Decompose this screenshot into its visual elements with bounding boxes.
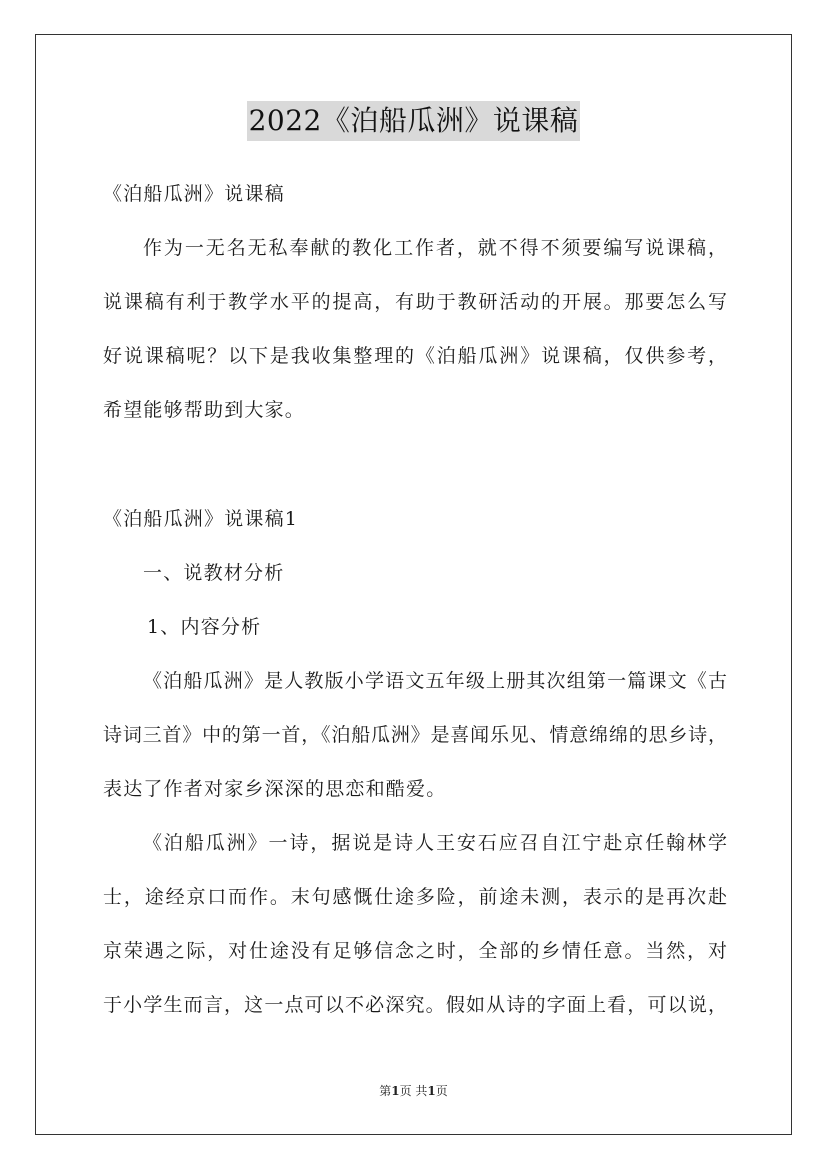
section-heading: 《泊船瓜洲》说课稿 xyxy=(103,183,285,205)
paragraph-line: 士，途经京口而作。末句感慨仕途多险，前途未测，表示的是再次赴 xyxy=(103,886,727,908)
paragraph-line: 表达了作者对家乡深深的思恋和酷爱。 xyxy=(103,778,447,800)
document-title: 2022《泊船瓜洲》说课稿 xyxy=(247,101,581,141)
page-footer xyxy=(0,1083,827,1099)
paragraph-line: 京荣遇之际，对仕途没有足够信念之时，全部的乡情任意。当然，对 xyxy=(103,940,727,962)
paragraph-line: 说课稿有利于教学水平的提高，有助于教研活动的开展。那要怎么写 xyxy=(103,291,727,313)
section-heading: 《泊船瓜洲》说课稿1 xyxy=(103,508,299,530)
title-container xyxy=(0,101,827,141)
page-mid: 页 共 xyxy=(399,1084,428,1098)
subsection-heading: 1、内容分析 xyxy=(147,616,262,638)
page-current: 1 xyxy=(391,1084,400,1098)
subsection-heading: 一、说教材分析 xyxy=(143,562,285,584)
paragraph-line: 《泊船瓜洲》是人教版小学语文五年级上册其次组第一篇课文《古 xyxy=(143,670,727,692)
paragraph-line: 于小学生而言，这一点可以不必深究。假如从诗的字面上看，可以说， xyxy=(103,994,727,1016)
page-total: 1 xyxy=(427,1084,436,1098)
paragraph-line: 希望能够帮助到大家。 xyxy=(103,399,306,421)
paragraph-line: 诗词三首》中的第一首，《泊船瓜洲》是喜闻乐见、情意绵绵的思乡诗， xyxy=(103,724,727,746)
page-prefix: 第 xyxy=(379,1084,392,1098)
page-suffix: 页 xyxy=(435,1084,448,1098)
paragraph-line: 作为一无名无私奉献的教化工作者，就不得不须要编写说课稿， xyxy=(143,237,727,259)
paragraph-line: 好说课稿呢？以下是我收集整理的《泊船瓜洲》说课稿，仅供参考， xyxy=(103,345,727,367)
paragraph-line: 《泊船瓜洲》一诗，据说是诗人王安石应召自江宁赴京任翰林学 xyxy=(143,832,727,854)
